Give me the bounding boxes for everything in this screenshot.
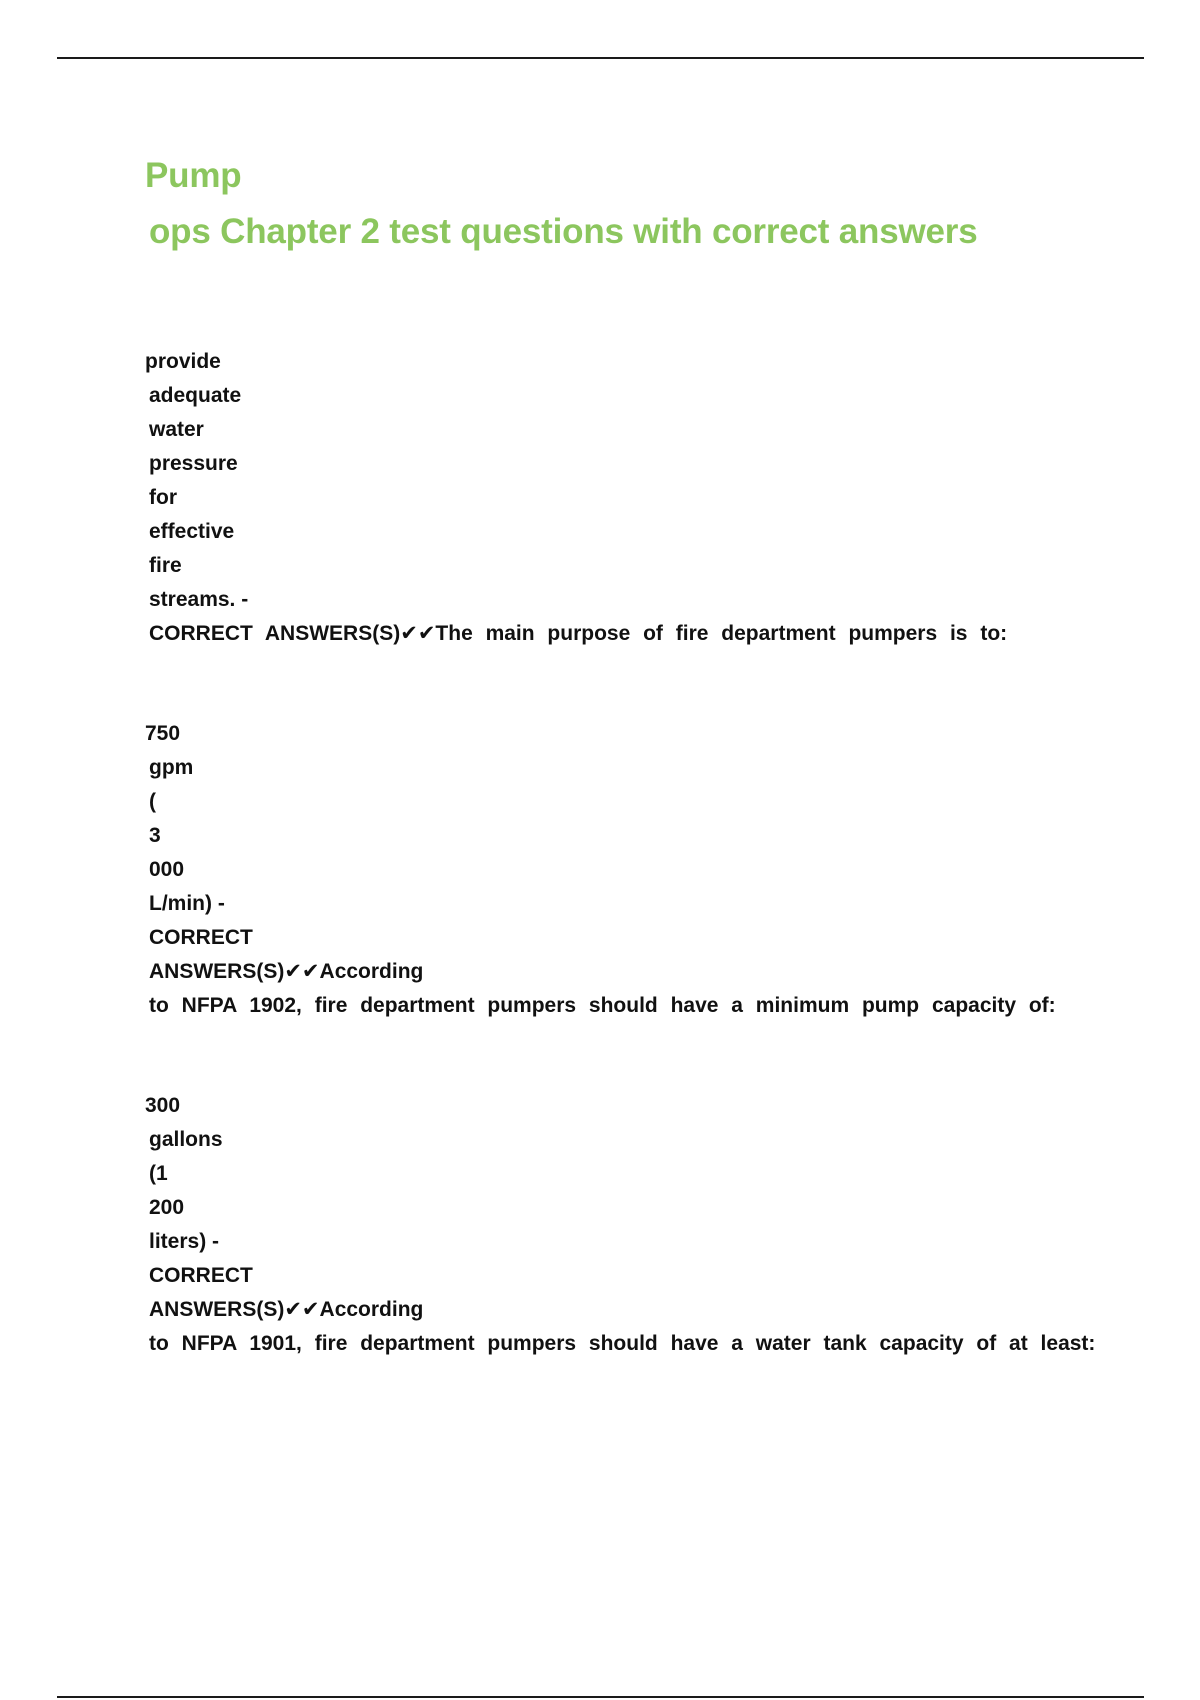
qa-question-line: CORRECT ANSWERS(S)✔✔The main purpose of fire department pumpers is to:	[149, 622, 1008, 645]
qa-line: liters) -	[149, 1230, 220, 1253]
qa-item-3	[145, 1089, 1095, 1361]
title-line-1: Pump	[145, 156, 242, 195]
qa-line: ANSWERS(S)✔✔According	[149, 960, 424, 983]
qa-line: for	[149, 486, 177, 509]
qa-line: gallons	[149, 1128, 223, 1151]
qa-line: fire	[149, 554, 182, 577]
qa-line: 000	[149, 858, 185, 881]
qa-line: adequate	[149, 384, 242, 407]
qa-line: (	[149, 790, 156, 813]
qa-line: streams. -	[149, 588, 249, 611]
qa-line: (1	[149, 1162, 168, 1185]
qa-question-line: to NFPA 1902, fire department pumpers should have a minimum pump capacity of:	[149, 994, 1056, 1017]
qa-line: 300	[145, 1094, 181, 1117]
qa-line: 750	[145, 722, 181, 745]
document-title	[145, 148, 977, 260]
qa-line: water	[149, 418, 204, 441]
header-rule	[57, 57, 1144, 59]
qa-question-line: to NFPA 1901, fire department pumpers should have a water tank capacity of at least:	[149, 1332, 1096, 1355]
qa-line: ANSWERS(S)✔✔According	[149, 1298, 424, 1321]
qa-line: 200	[149, 1196, 185, 1219]
qa-item-1	[145, 345, 1007, 651]
qa-line: provide	[145, 350, 221, 373]
footer-rule	[57, 1696, 1144, 1698]
qa-line: CORRECT	[149, 926, 253, 949]
qa-line: 3	[149, 824, 161, 847]
qa-item-2	[145, 717, 1056, 1023]
title-line-2: ops Chapter 2 test questions with correct answers	[149, 212, 978, 251]
qa-line: CORRECT	[149, 1264, 253, 1287]
qa-line: L/min) -	[149, 892, 225, 915]
qa-line: effective	[149, 520, 235, 543]
qa-line: gpm	[149, 756, 194, 779]
qa-line: pressure	[149, 452, 238, 475]
